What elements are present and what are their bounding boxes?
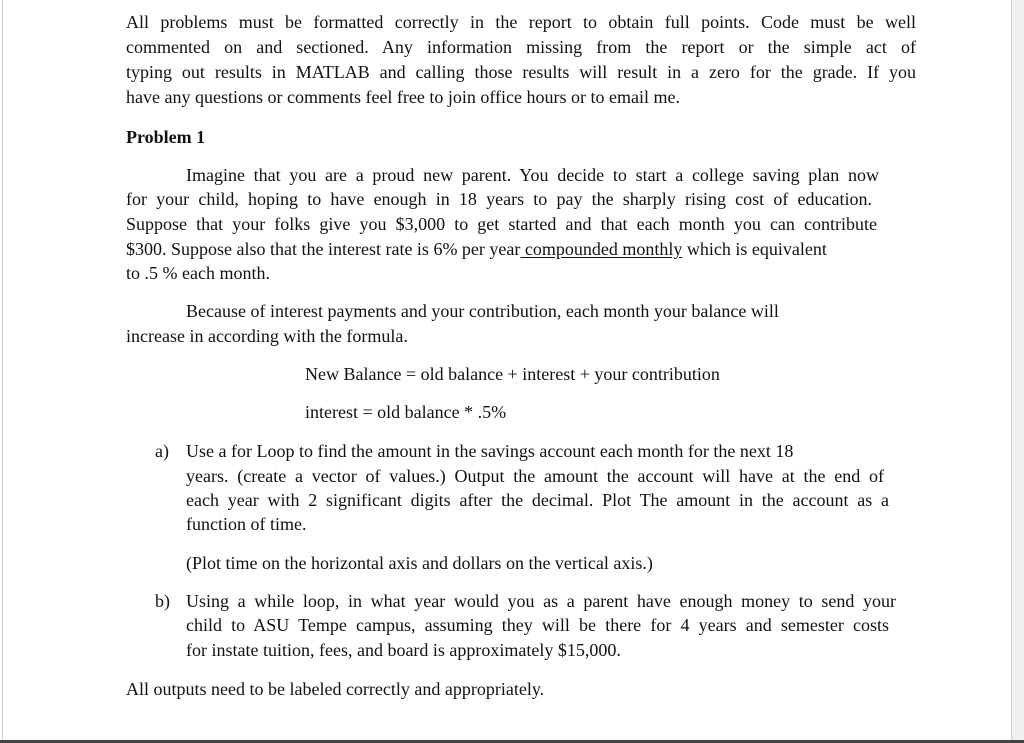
underlined-text: compounded monthly (520, 239, 683, 259)
text-line: All problems must be formatted correctly in the report to obtain full points. Code must be well (126, 12, 916, 32)
text-line: Suppose that your folks give you $3,000 to get started and that each month you can contribute (126, 214, 877, 234)
formula-interest: interest = old balance * .5% (305, 402, 507, 422)
text-line: Use a for Loop to find the amount in the savings account each month for the next 18 (186, 441, 794, 461)
problem-heading: Problem 1 (126, 127, 206, 147)
text-line: have any questions or comments feel free to join office hours or to email me. (126, 87, 681, 107)
text-line: child to ASU Tempe campus, assuming they will be there for 4 years and semester costs (186, 615, 889, 635)
part-a-label: a) (155, 441, 169, 461)
text-segment: $300. Suppose also that the interest rate is 6% per year (126, 239, 521, 259)
text-line: years. (create a vector of values.) Output the amount the account will have at the end of (186, 466, 884, 486)
page-left-border (2, 0, 3, 740)
part-a-note: (Plot time on the horizontal axis and dollars on the vertical axis.) (186, 553, 653, 573)
text-line: for your child, hoping to have enough in 18 years to pay the sharply rising cost of education. (126, 189, 872, 209)
text-line: commented on and sectioned. Any information missing from the report or the simple act of (126, 37, 916, 57)
text-line: for instate tuition, fees, and board is approximately $15,000. (186, 640, 621, 660)
text-line: Imagine that you are a proud new parent. You decide to start a college saving plan now (186, 165, 879, 185)
part-b-label: b) (155, 591, 170, 611)
text-line: Because of interest payments and your contribution, each month your balance will (186, 301, 779, 321)
page-right-margin (1011, 0, 1024, 740)
text-segment: which is equivalent (682, 239, 827, 259)
text-line: function of time. (186, 514, 307, 534)
closing-text: All outputs need to be labeled correctly and appropriately. (126, 679, 545, 699)
text-line: typing out results in MATLAB and calling those results will result in a zero for the grade. If you (126, 62, 916, 82)
text-line: increase in according with the formula. (126, 326, 408, 346)
formula-new-balance: New Balance = old balance + interest + your contribution (305, 364, 720, 384)
text-line: to .5 % each month. (126, 263, 270, 283)
text-line: each year with 2 significant digits after the decimal. Plot The amount in the account as a (186, 490, 889, 510)
text-line (126, 237, 827, 261)
text-line: Using a while loop, in what year would you as a parent have enough money to send your (186, 591, 896, 611)
